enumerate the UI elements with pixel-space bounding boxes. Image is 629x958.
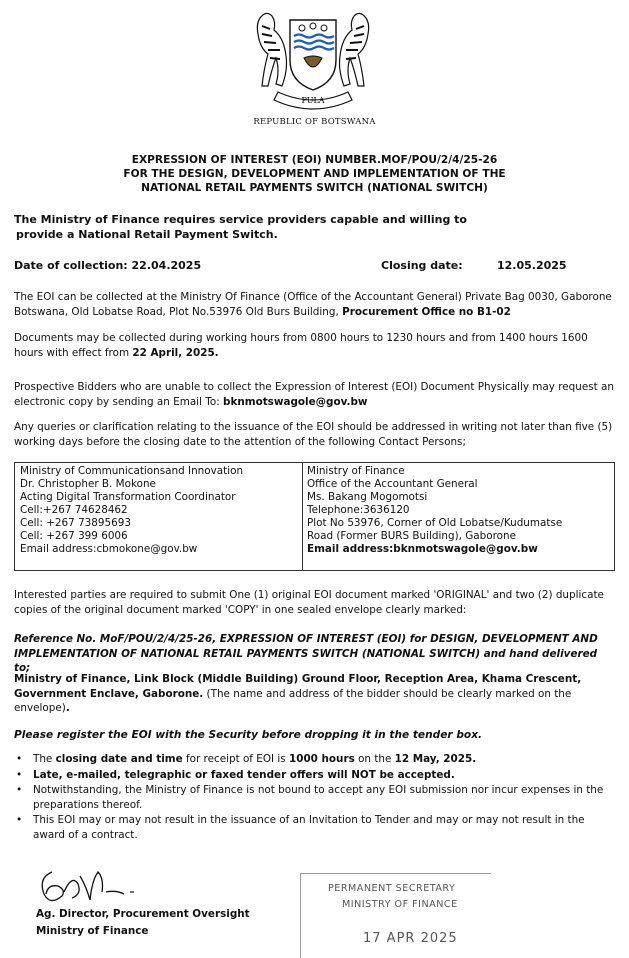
signatory-block bbox=[36, 906, 250, 940]
contact-right-column bbox=[307, 465, 612, 556]
contact-line: Plot No 53976, Corner of Old Lobatse/Kudumatse bbox=[307, 517, 563, 529]
request-email[interactable]: bknmotswagole@gov.bw bbox=[223, 395, 368, 408]
contact-line: Cell: +267 73895693 bbox=[20, 517, 131, 529]
contact-line: Acting Digital Transformation Coordinator bbox=[20, 491, 236, 503]
register-instruction: Please register the EOI with the Security before dropping it in the tender box. bbox=[14, 729, 483, 741]
bullet-icon: • bbox=[16, 753, 23, 765]
left-zebra-icon bbox=[257, 13, 286, 86]
signatory-title: Ag. Director, Procurement Oversight bbox=[36, 908, 250, 920]
contact-left-column bbox=[20, 465, 298, 556]
stamp-line: MINISTRY OF FINANCE bbox=[342, 899, 458, 910]
hours-paragraph bbox=[14, 331, 616, 360]
bullet-text: on the bbox=[354, 753, 395, 765]
stamp-date: 17 APR 2025 bbox=[363, 931, 458, 946]
hours-text: Documents may be collected during working hours from 0800 hours to 1230 hours and from 1400 hours 1600 hours with effect from bbox=[14, 332, 588, 359]
delivery-end: . bbox=[65, 702, 70, 714]
delivery-note: (The name and address of the bidder should be clearly marked on the envelope) bbox=[14, 687, 572, 714]
title-line: EXPRESSION OF INTEREST (EOI) NUMBER.MOF/POU/2/4/25-26 bbox=[131, 154, 498, 166]
dates-row bbox=[14, 259, 614, 272]
queries-paragraph: Any queries or clarification relating to the issuance of the EOI should be addressed in writing not later than five (5) working days before the closing date to the attention of the following Contact Persons; bbox=[14, 421, 613, 448]
electronic-text: Prospective Bidders who are unable to collect the Expression of Interest (EOI) Document Physically may request an electronic copy by sending an Email To: bbox=[14, 381, 614, 408]
list-item bbox=[14, 768, 614, 783]
submission-paragraph: Interested parties are required to submit One (1) original EOI document marked 'ORIGINAL' and two (2) duplicate copies of the original document marked 'COPY' in one sealed envelope clearly marked: bbox=[14, 589, 604, 616]
intro-statement bbox=[14, 212, 614, 242]
procurement-office: Procurement Office no B1-02 bbox=[342, 305, 511, 318]
bullet-text: This EOI may or may not result in the issuance of an Invitation to Tender and may or may not result in the award of a contract. bbox=[33, 814, 585, 841]
contact-email[interactable]: Email address:cbmokone@gov.bw bbox=[20, 543, 198, 555]
stamp-line: PERMANENT SECRETARY bbox=[328, 883, 456, 894]
signature-icon bbox=[34, 862, 164, 910]
bullet-bold: Late, e-mailed, telegraphic or faxed tender offers will NOT be accepted. bbox=[33, 768, 455, 781]
table-divider bbox=[302, 463, 303, 570]
intro-line: provide a National Retail Payment Switch. bbox=[16, 228, 278, 241]
shield-icon bbox=[290, 20, 336, 90]
collection-text: The EOI can be collected at the Ministry Of Finance (Office of the Accountant General) Private Bag 0030, Gaborone Botswana, Old Lobatse Road, Plot No.53976 Old Burs Building, bbox=[14, 291, 612, 318]
contact-line: Road (Former BURS Building), Gaborone bbox=[307, 530, 516, 542]
document-title bbox=[0, 153, 629, 195]
delivery-paragraph bbox=[14, 672, 616, 716]
collection-date: Date of collection: 22.04.2025 bbox=[14, 259, 202, 272]
collection-paragraph bbox=[14, 290, 616, 319]
contact-line: Dr. Christopher B. Mokone bbox=[20, 478, 156, 490]
closing-date-value: 12.05.2025 bbox=[497, 259, 567, 272]
right-zebra-icon bbox=[340, 13, 369, 86]
republic-label: REPUBLIC OF BOTSWANA bbox=[253, 117, 376, 127]
reference-paragraph: Reference No. MoF/POU/2/4/25-26, EXPRESSION OF INTEREST (EOI) for DESIGN, DEVELOPMENT AND IMPLEMENTATION OF NATIONAL RETAIL PAYMENTS SWITCH (NATIONAL SWITCH) and hand delivered to; bbox=[14, 633, 598, 674]
contact-line: Ministry of Finance bbox=[307, 465, 405, 477]
contact-line: Cell: +267 399 6006 bbox=[20, 530, 128, 542]
contact-line: Ministry of Communicationsand Innovation bbox=[20, 465, 244, 477]
bullet-bold: 12 May, 2025. bbox=[394, 753, 477, 765]
bullet-text: for receipt of EOI is bbox=[182, 753, 289, 765]
bullet-bold: closing date and time bbox=[55, 753, 183, 765]
coat-of-arms-emblem bbox=[238, 6, 388, 116]
bullet-text: Notwithstanding, the Ministry of Finance is not bound to accept any EOI submission nor incur expenses in the preparations thereof. bbox=[33, 784, 604, 811]
bullet-icon: • bbox=[16, 814, 23, 826]
list-item bbox=[14, 752, 614, 767]
title-line: NATIONAL RETAIL PAYMENTS SWITCH (NATIONAL SWITCH) bbox=[141, 182, 488, 194]
contact-line: Office of the Accountant General bbox=[307, 478, 478, 490]
effective-date: 22 April, 2025. bbox=[132, 346, 219, 359]
closing-date-label: Closing date: bbox=[381, 259, 463, 272]
delivery-address: Ministry of Finance, Link Block (Middle Building) Ground Floor, Reception Area, Khama Crescent, Government Enclave, Gaborone. bbox=[14, 673, 582, 700]
official-stamp bbox=[300, 873, 491, 958]
title-line: FOR THE DESIGN, DEVELOPMENT AND IMPLEMENTATION OF THE bbox=[123, 168, 506, 180]
conditions-list bbox=[14, 752, 614, 843]
contact-email[interactable]: Email address:bknmotswagole@gov.bw bbox=[307, 543, 538, 555]
electronic-copy-paragraph bbox=[14, 380, 616, 409]
motto-text: PULA bbox=[301, 96, 325, 105]
contact-persons-table bbox=[14, 462, 615, 571]
contact-line: Telephone:3636120 bbox=[307, 504, 410, 516]
intro-line: The Ministry of Finance requires service providers capable and willing to bbox=[14, 213, 467, 226]
bullet-icon: • bbox=[16, 768, 23, 781]
contact-line: Ms. Bakang Mogomotsi bbox=[307, 491, 428, 503]
contact-line: Cell:+267 74628462 bbox=[20, 504, 128, 516]
list-item bbox=[14, 783, 614, 812]
bullet-text: The bbox=[33, 753, 56, 765]
list-item bbox=[14, 813, 614, 842]
signatory-org: Ministry of Finance bbox=[36, 925, 149, 937]
bullet-bold: 1000 hours bbox=[288, 753, 355, 765]
bullet-icon: • bbox=[16, 784, 23, 796]
